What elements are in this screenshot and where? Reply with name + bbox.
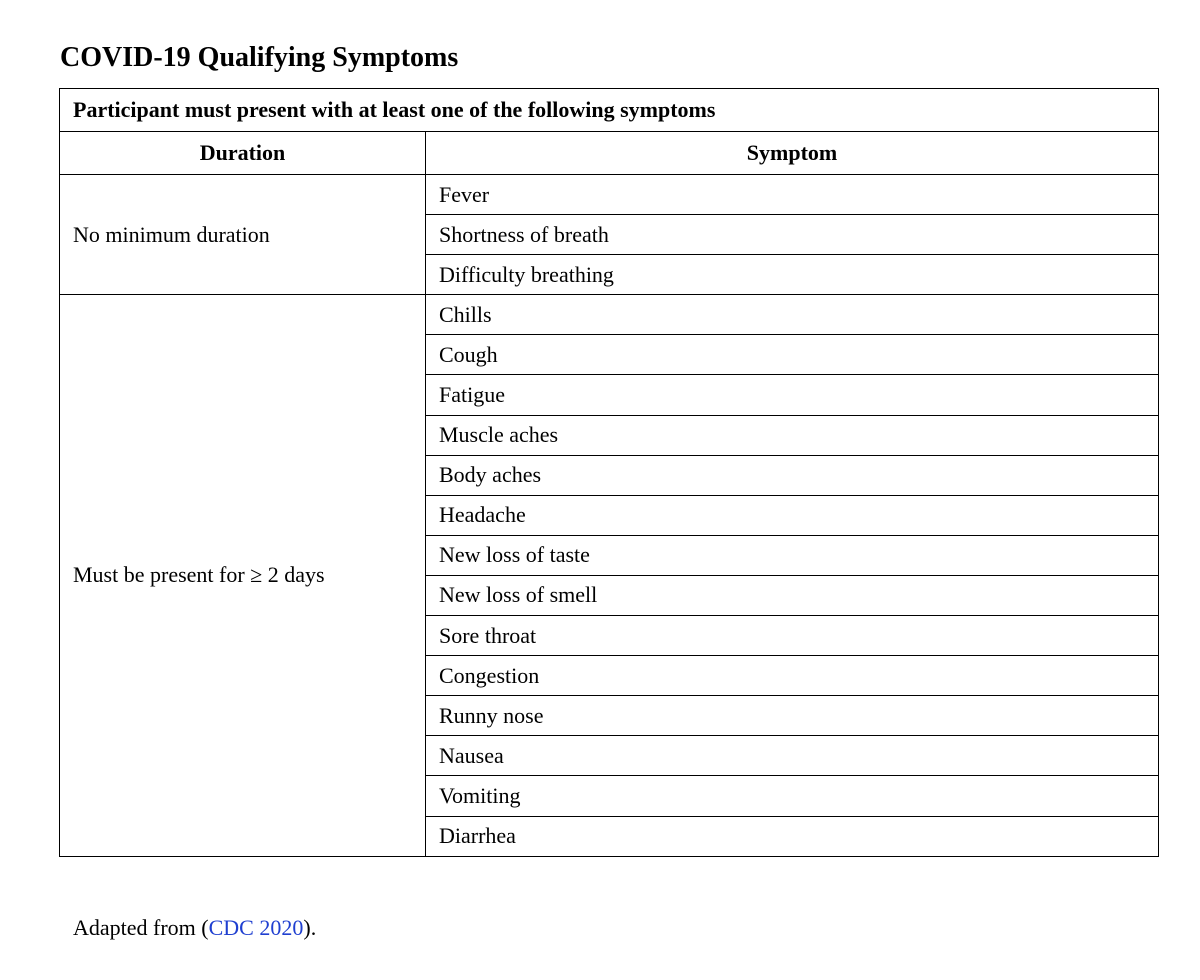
table-banner-row xyxy=(60,89,1159,132)
footnote-prefix: Adapted from ( xyxy=(73,915,209,940)
footnote-suffix: ). xyxy=(303,915,317,940)
table-row xyxy=(60,295,1159,335)
symptoms-table xyxy=(59,88,1159,857)
table-row xyxy=(60,175,1159,215)
symptom-cell: Cough xyxy=(426,335,1159,375)
symptom-cell: Congestion xyxy=(426,656,1159,696)
symptom-cell: Fever xyxy=(426,175,1159,215)
document-title: COVID-19 Qualifying Symptoms xyxy=(60,42,459,73)
symptom-cell: Body aches xyxy=(426,455,1159,495)
table-header-row xyxy=(60,132,1159,175)
source-footnote xyxy=(73,912,316,944)
symptom-cell: Muscle aches xyxy=(426,415,1159,455)
symptom-cell: Fatigue xyxy=(426,375,1159,415)
duration-cell: Must be present for ≥ 2 days xyxy=(60,295,426,856)
symptom-cell: Chills xyxy=(426,295,1159,335)
symptom-cell: Sore throat xyxy=(426,616,1159,656)
symptom-cell: Shortness of breath xyxy=(426,215,1159,255)
column-header-duration: Duration xyxy=(60,132,426,175)
symptom-cell: Diarrhea xyxy=(426,816,1159,856)
symptom-cell: Vomiting xyxy=(426,776,1159,816)
column-header-symptom: Symptom xyxy=(426,132,1159,175)
symptom-cell: Runny nose xyxy=(426,696,1159,736)
citation-link[interactable]: CDC 2020 xyxy=(208,915,304,940)
duration-cell: No minimum duration xyxy=(60,175,426,295)
table-banner: Participant must present with at least one of the following symptoms xyxy=(60,89,1159,132)
symptom-cell: Nausea xyxy=(426,736,1159,776)
symptom-cell: New loss of taste xyxy=(426,535,1159,575)
symptom-cell: Difficulty breathing xyxy=(426,255,1159,295)
symptom-cell: New loss of smell xyxy=(426,575,1159,615)
symptom-cell: Headache xyxy=(426,495,1159,535)
